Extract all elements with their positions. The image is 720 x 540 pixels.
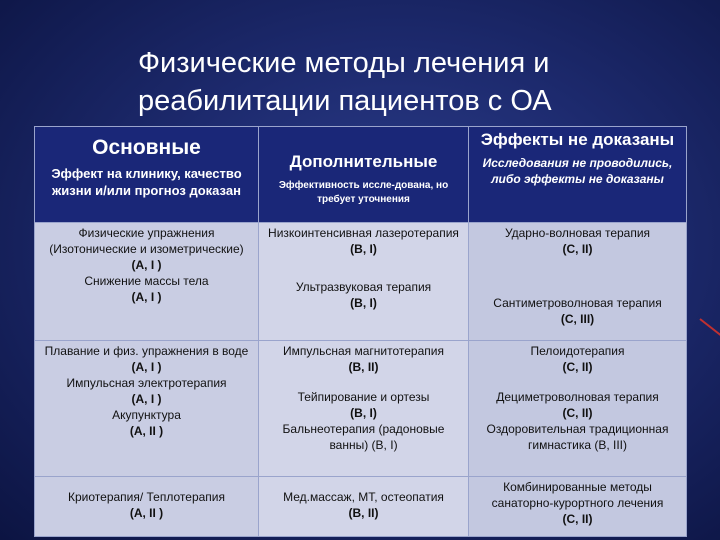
evidence-grade: (B, II) [348,360,379,374]
evidence-grade: (B, I) [350,296,377,310]
evidence-grade: (B, II) [348,506,379,520]
header-main [35,127,259,223]
table-header-row [35,127,687,223]
method-name: Мед.массаж, МТ, остеопатия [283,490,444,504]
evidence-grade: (B, I) [350,242,377,256]
evidence-grade: (C, II) [562,406,593,420]
main-cell-1 [35,223,259,341]
evidence-grade: (А, I ) [131,360,162,374]
additional-cell-2 [259,341,469,477]
evidence-grade: (А, I ) [131,290,162,304]
table-row [35,223,687,341]
method-name: Сантиметроволновая терапия [493,296,662,310]
decorative-line [699,318,720,344]
additional-cell-3 [259,477,469,537]
method-name: Криотерапия/ Теплотерапия [68,490,225,504]
header-unproven-title: Эффекты не доказаны [480,130,675,149]
main-cell-2 [35,341,259,477]
slide-title [138,44,678,120]
methods-table [34,126,687,537]
header-unproven [469,127,687,223]
evidence-grade: (А, II ) [129,424,164,438]
main-cell-3 [35,477,259,537]
method-name: Физические упражнения (Изотонические и изометрические) [49,226,244,256]
unproven-cell-2 [469,341,687,477]
evidence-grade: (C, III) [560,312,595,326]
evidence-grade: (B, I) [350,406,377,420]
header-unproven-subtitle: Исследования не проводились, либо эффекты не доказаны [482,156,673,186]
table-row [35,341,687,477]
header-main-title: Основные [92,136,201,159]
method-name: Импульсная магнитотерапия [283,344,444,358]
method-name: Плавание и физ. упражнения в воде [44,344,249,358]
header-additional [259,127,469,223]
method-name: Тейпирование и ортезы [297,390,430,404]
evidence-grade: (C, II) [562,360,593,374]
evidence-grade: (C, II) [562,242,593,256]
unproven-cell-1 [469,223,687,341]
slide-title-line-2: реабилитации пациентов с ОА [138,85,552,117]
unproven-cell-3 [469,477,687,537]
additional-cell-1 [259,223,469,341]
evidence-grade: (А, I ) [131,392,162,406]
method-name: Комбинированные методы санаторно-курортного лечения [491,480,664,510]
method-name: Ультразвуковая терапия [295,280,432,294]
header-main-subtitle: Эффект на клинику, качество жизни и/или прогноз доказан [51,166,242,198]
header-additional-title: Дополнительные [289,152,438,171]
method-name: Оздоровительная традиционная гимнастика (B, III) [486,422,669,452]
evidence-grade: (А, II ) [129,506,164,520]
method-name: Дециметроволновая терапия [496,390,659,404]
method-name: Снижение массы тела [84,274,209,288]
method-name: Импульсная электротерапия [66,376,227,390]
method-name: Бальнеотерапия (радоновые ванны) (B, I) [282,422,445,452]
evidence-grade: (C, II) [562,512,593,526]
evidence-grade: (А, I ) [131,258,162,272]
method-name: Пелоидотерапия [530,344,625,358]
method-name: Акупунктура [112,408,181,422]
method-name: Ударно-волновая терапия [504,226,651,240]
table-row [35,477,687,537]
header-additional-subtitle: Эффективность иссле-дована, но требует уточнения [278,180,449,205]
slide-title-line-1: Физические методы лечения и [138,47,550,79]
method-name: Низкоинтенсивная лазеротерапия [268,226,459,240]
